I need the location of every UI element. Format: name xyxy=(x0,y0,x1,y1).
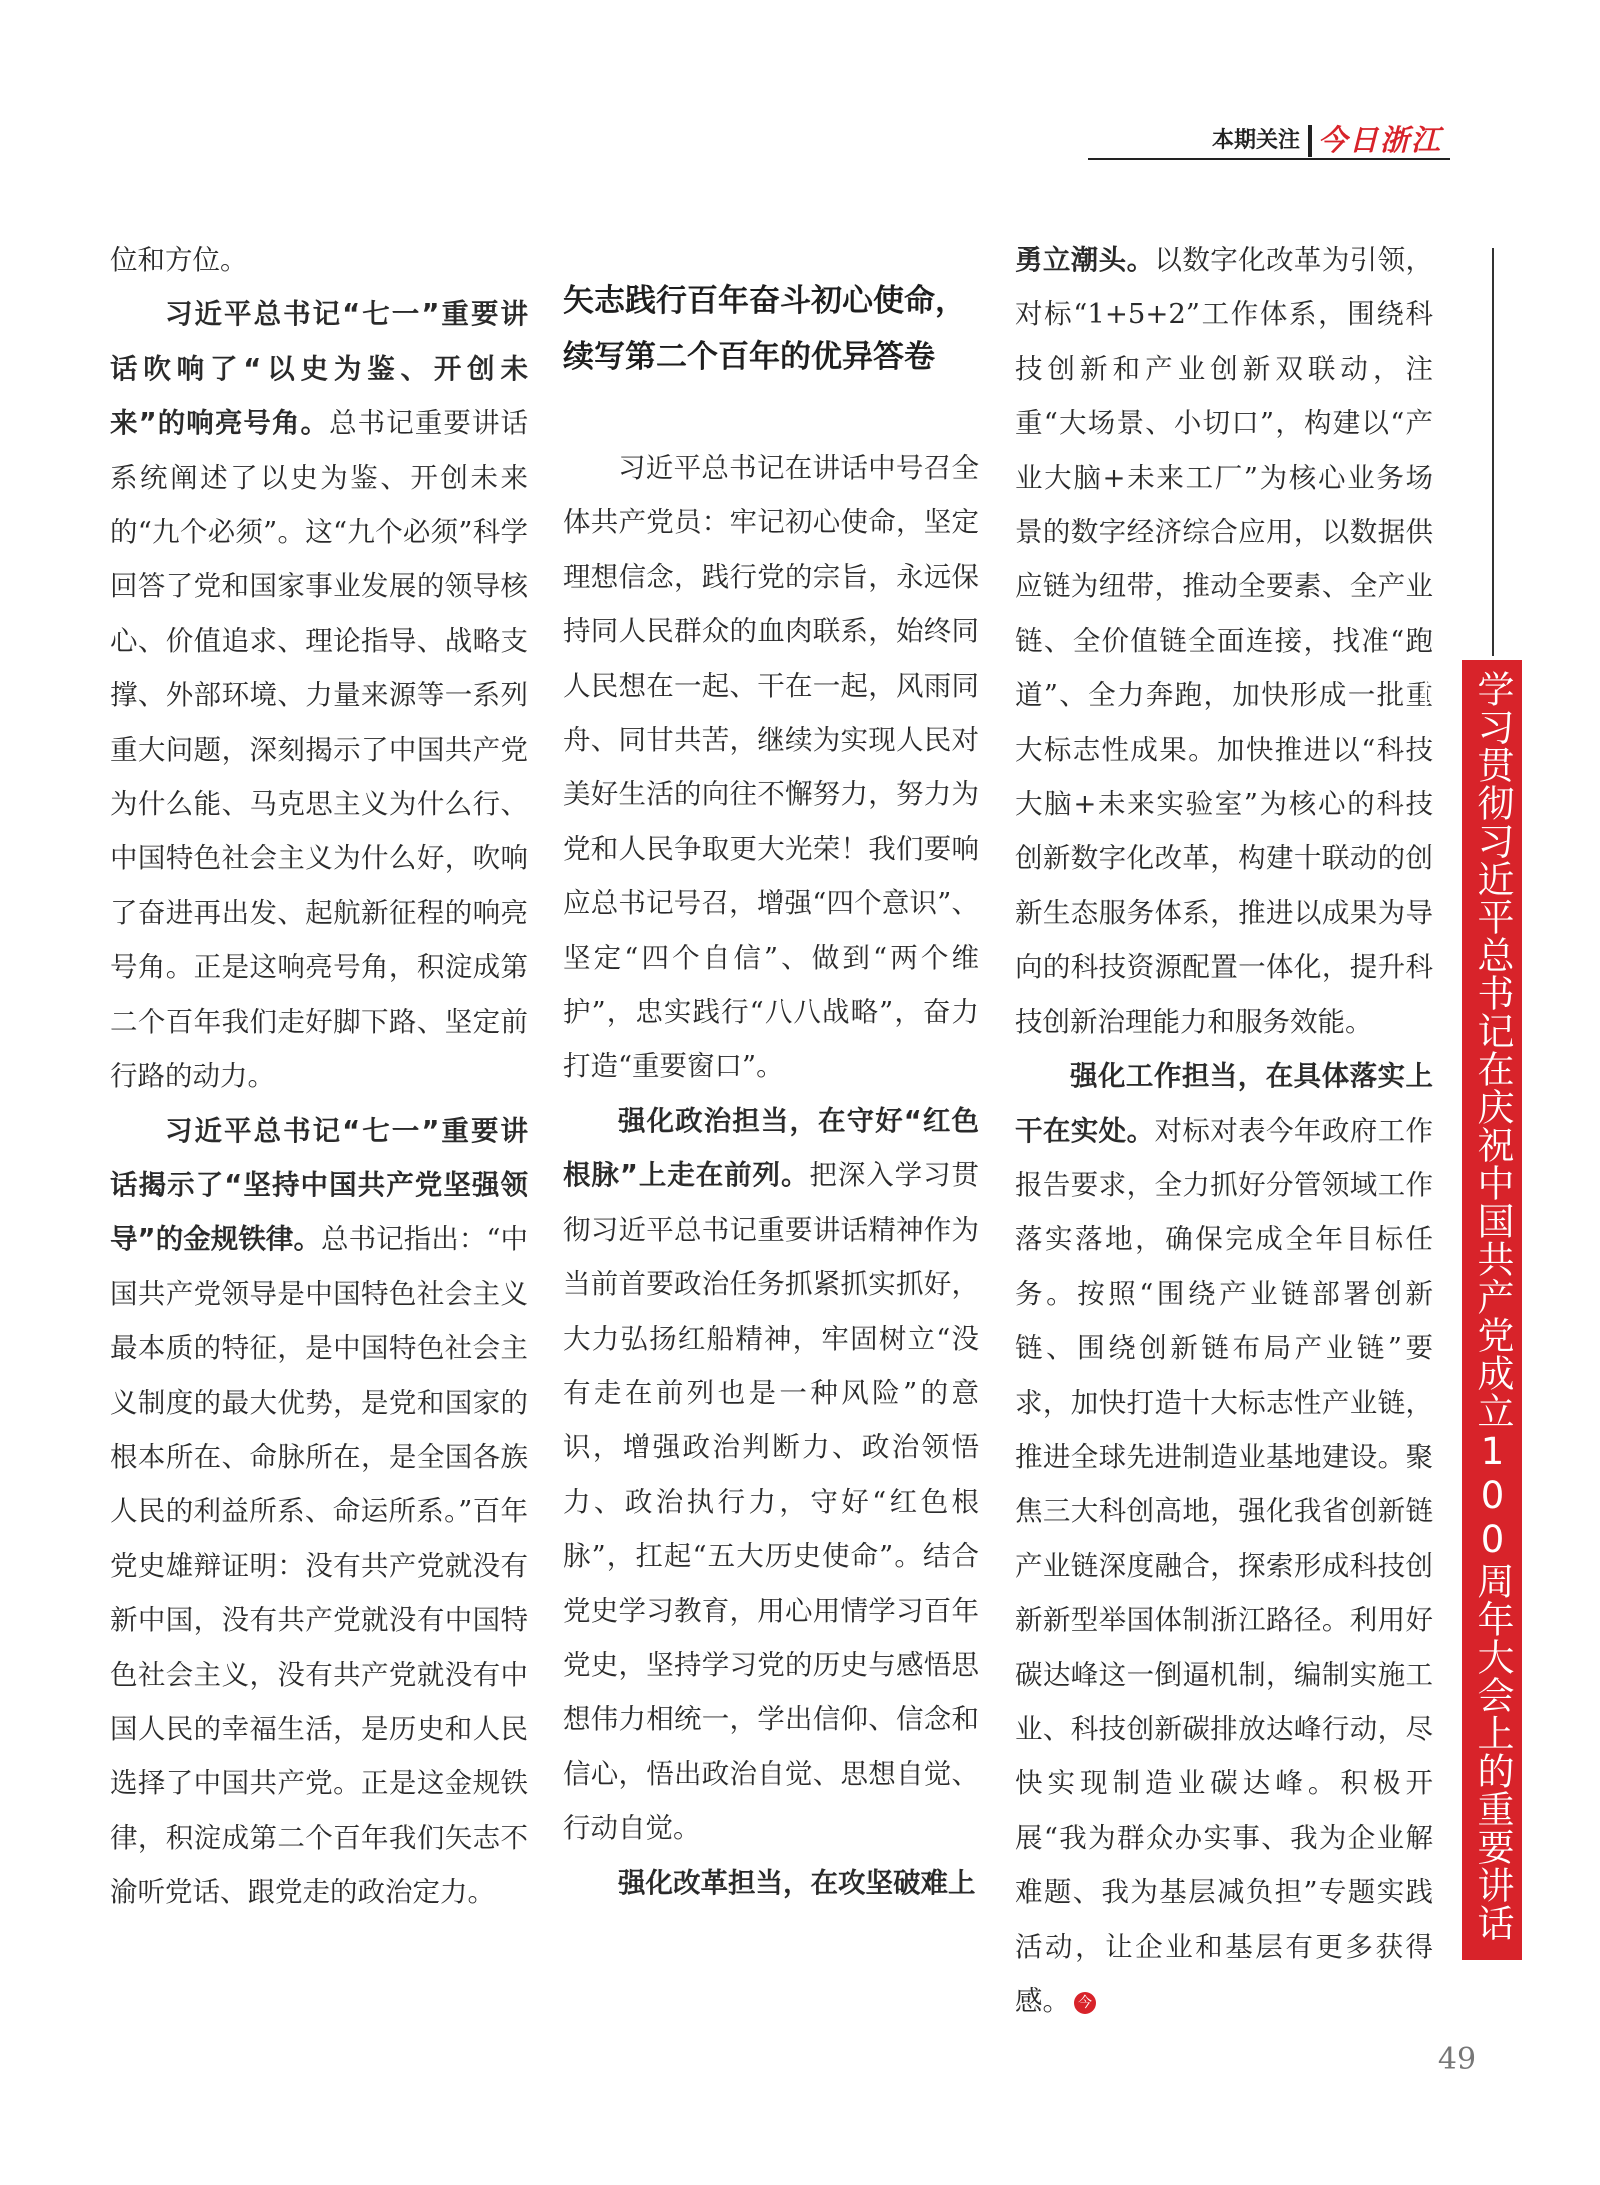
section-heading: 矢志践行百年奋斗初心使命，续写第二个百年的优异答卷 xyxy=(563,283,966,375)
paragraph-lead: 习近平总书记“七一”重要讲话揭示了“坚持中国共产党坚强领导”的金规铁律。 xyxy=(110,1114,528,1256)
side-rule xyxy=(1492,248,1494,656)
paragraph xyxy=(563,1856,979,1910)
paragraph-lead: 强化政治担当，在守好“红色根脉”上走在前列。 xyxy=(563,1104,979,1192)
header-rule xyxy=(1088,158,1450,160)
article-column-1 xyxy=(110,233,528,1920)
paragraph xyxy=(563,441,979,1094)
article-column-3 xyxy=(1015,233,1433,2028)
paragraph xyxy=(110,1104,528,1920)
side-banner-text: 学习贯彻习近平总书记在庆祝中国共产党成立100周年大会上的重要讲话精神 xyxy=(1411,670,1514,1942)
magazine-logo: 今日浙江 xyxy=(1318,123,1443,157)
side-banner xyxy=(1411,660,1522,1960)
paragraph-text: 总书记指出：“中国共产党领导是中国特色社会主义最本质的特征，是中国特色社会主义制度的最大优势，是党和国家的根本所在、命脉所在，是全国各族人民的利益所系、命运所系。”百年党史雄辩证明：没有共产党就没有新中国，没有共产党就没有中国特色社会主义，没有共产党就没有中国人民的幸福生活，是历史和人民选择了中国共产党。正是这金规铁律，积淀成第二个百年我们矢志不渝听党话、跟党走的政治定力。 xyxy=(110,1223,529,1909)
section-label: 本期关注 xyxy=(1211,128,1300,153)
paragraph xyxy=(1015,1049,1433,2028)
page-number: 49 xyxy=(1437,2042,1477,2077)
paragraph-text: 位和方位。 xyxy=(110,244,248,276)
paragraph xyxy=(1015,233,1433,1049)
paragraph-lead: 勇立潮头。 xyxy=(1015,244,1155,276)
paragraph-lead: 习近平总书记“七一”重要讲话吹响了“以史为鉴、开创未来”的响亮号角。 xyxy=(110,298,528,440)
paragraph-lead: 强化工作担当，在具体落实上干在实处。 xyxy=(1015,1060,1433,1147)
article-column-2 xyxy=(563,233,979,1910)
paragraph-text: 以数字化改革为引领，对标“1+5+2”工作体系，围绕科技创新和产业创新双联动，注重“大场景、小切口”，构建以“产业大脑+未来工厂”为核心业务场景的数字经济综合应用，以数据供应链为纽带，推动全要素、全产业链、全价值链全面连接，找准“跑道”、全力奔跑，加快形成一批重大标志性成果。加快推进以“科技大脑+未来实验室”为核心的科技创新数字化改革，构建十联动的创新生态服务体系，推进以成果为导向的科技资源配置一体化，提升科技创新治理能力和服务效能。 xyxy=(1015,244,1434,1038)
paragraph-text: 把深入学习贯彻习近平总书记重要讲话精神作为当前首要政治任务抓紧抓实抓好，大力弘扬红船精神，牢固树立“没有走在前列也是一种风险”的意识，增强政治判断力、政治领悟力、政治执行力，守好“红色根脉”，扛起“五大历史使命”。结合党史学习教育，用心用情学习百年党史，坚持学习党的历史与感悟思想伟力相统一，学出信仰、信念和信心，悟出政治自觉、思想自觉、行动自觉。 xyxy=(563,1159,980,1845)
paragraph xyxy=(563,1094,979,1856)
paragraph-lead: 强化改革担当，在攻坚破难上 xyxy=(618,1866,976,1899)
paragraph xyxy=(110,233,528,287)
paragraph-text: 习近平总书记在讲话中号召全体共产党员：牢记初心使命，坚定理想信念，践行党的宗旨，永远保持同人民群众的血肉联系，始终同人民想在一起、干在一起，风雨同舟、同甘共苦，继续为实现人民对美好生活的向往不懈努力，努力为党和人民争取更大光荣！我们要响应总书记号召，增强“四个意识”、坚定“四个自信”、做到“两个维护”，忠实践行“八八战略”，奋力打造“重要窗口”。 xyxy=(563,452,979,1083)
paragraph xyxy=(110,287,528,1103)
paragraph-text: 总书记重要讲话系统阐述了以史为鉴、开创未来的“九个必须”。这“九个必须”科学回答了党和国家事业发展的领导核心、价值追求、理论指导、战略支撑、外部环境、力量来源等一系列重大问题，深刻揭示了中国共产党为什么能、马克思主义为什么行、中国特色社会主义为什么好，吹响了奋进再出发、起航新征程的响亮号角。正是这响亮号角，积淀成第二个百年我们走好脚下路、坚定前行路的动力。 xyxy=(110,407,529,1093)
header-divider xyxy=(1308,125,1312,157)
end-mark-icon: 今 xyxy=(1074,1992,1096,2014)
paragraph-text: 对标对表今年政府工作报告要求，全力抓好分管领域工作落实落地，确保完成全年目标任务。按照“围绕产业链部署创新链、围绕创新链布局产业链”要求，加快打造十大标志性产业链，推进全球先进制造业基地建设。聚焦三大科创高地，强化我省创新链产业链深度融合，探索形成科技创新新型举国体制浙江路径。利用好碳达峰这一倒逼机制，编制实施工业、科技创新碳排放达峰行动，尽快实现制造业碳达峰。积极开展“我为群众办实事、我为企业解难题、我为基层减负担”专题实践活动，让企业和基层有更多获得感。 xyxy=(1015,1114,1434,2017)
